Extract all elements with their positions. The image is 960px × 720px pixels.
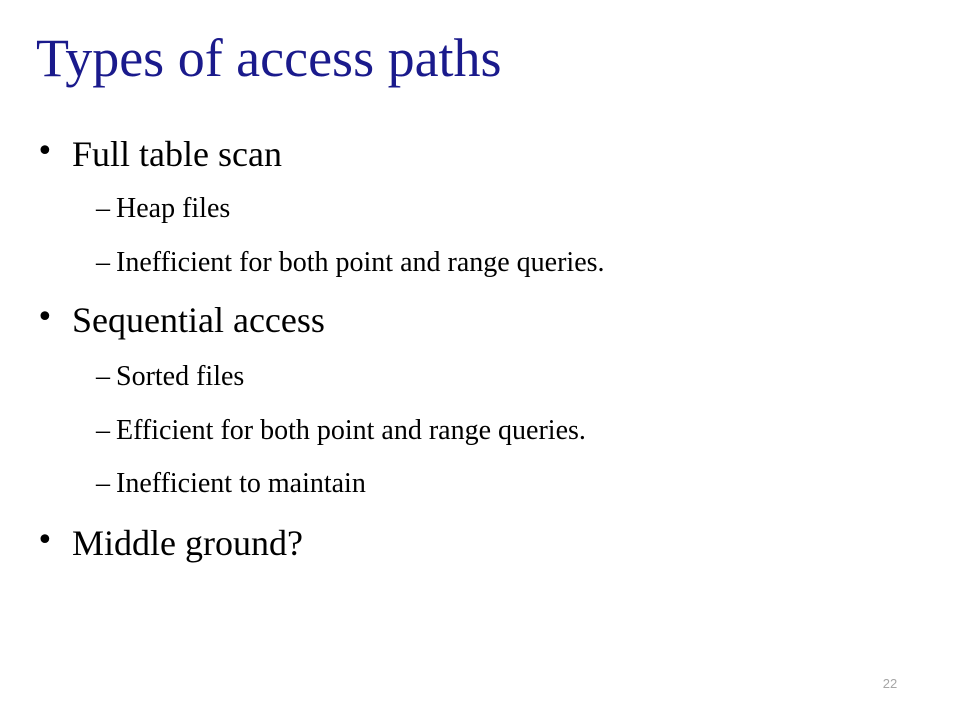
page-number: 22 bbox=[882, 676, 898, 691]
bullet-marker: • bbox=[36, 523, 54, 558]
dash-marker: – bbox=[96, 247, 110, 278]
sub-bullet-text: Heap files bbox=[116, 193, 231, 224]
bullet-marker: • bbox=[36, 134, 54, 169]
dash-marker: – bbox=[96, 415, 110, 446]
bullet-text: Sequential access bbox=[72, 300, 325, 340]
sub-bullet-text: Inefficient to maintain bbox=[116, 468, 366, 499]
bullet-text: Middle ground? bbox=[72, 523, 303, 563]
bullet-text: Full table scan bbox=[72, 134, 282, 174]
dash-marker: – bbox=[96, 468, 110, 499]
sub-bullet-text: Efficient for both point and range queries. bbox=[116, 415, 586, 446]
bullet-marker: • bbox=[36, 300, 54, 335]
dash-marker: – bbox=[96, 361, 110, 392]
slide-title: Types of access paths bbox=[36, 28, 502, 88]
sub-bullet-text: Sorted files bbox=[116, 361, 245, 392]
sub-bullet-text: Inefficient for both point and range queries. bbox=[116, 247, 605, 278]
dash-marker: – bbox=[96, 193, 110, 224]
